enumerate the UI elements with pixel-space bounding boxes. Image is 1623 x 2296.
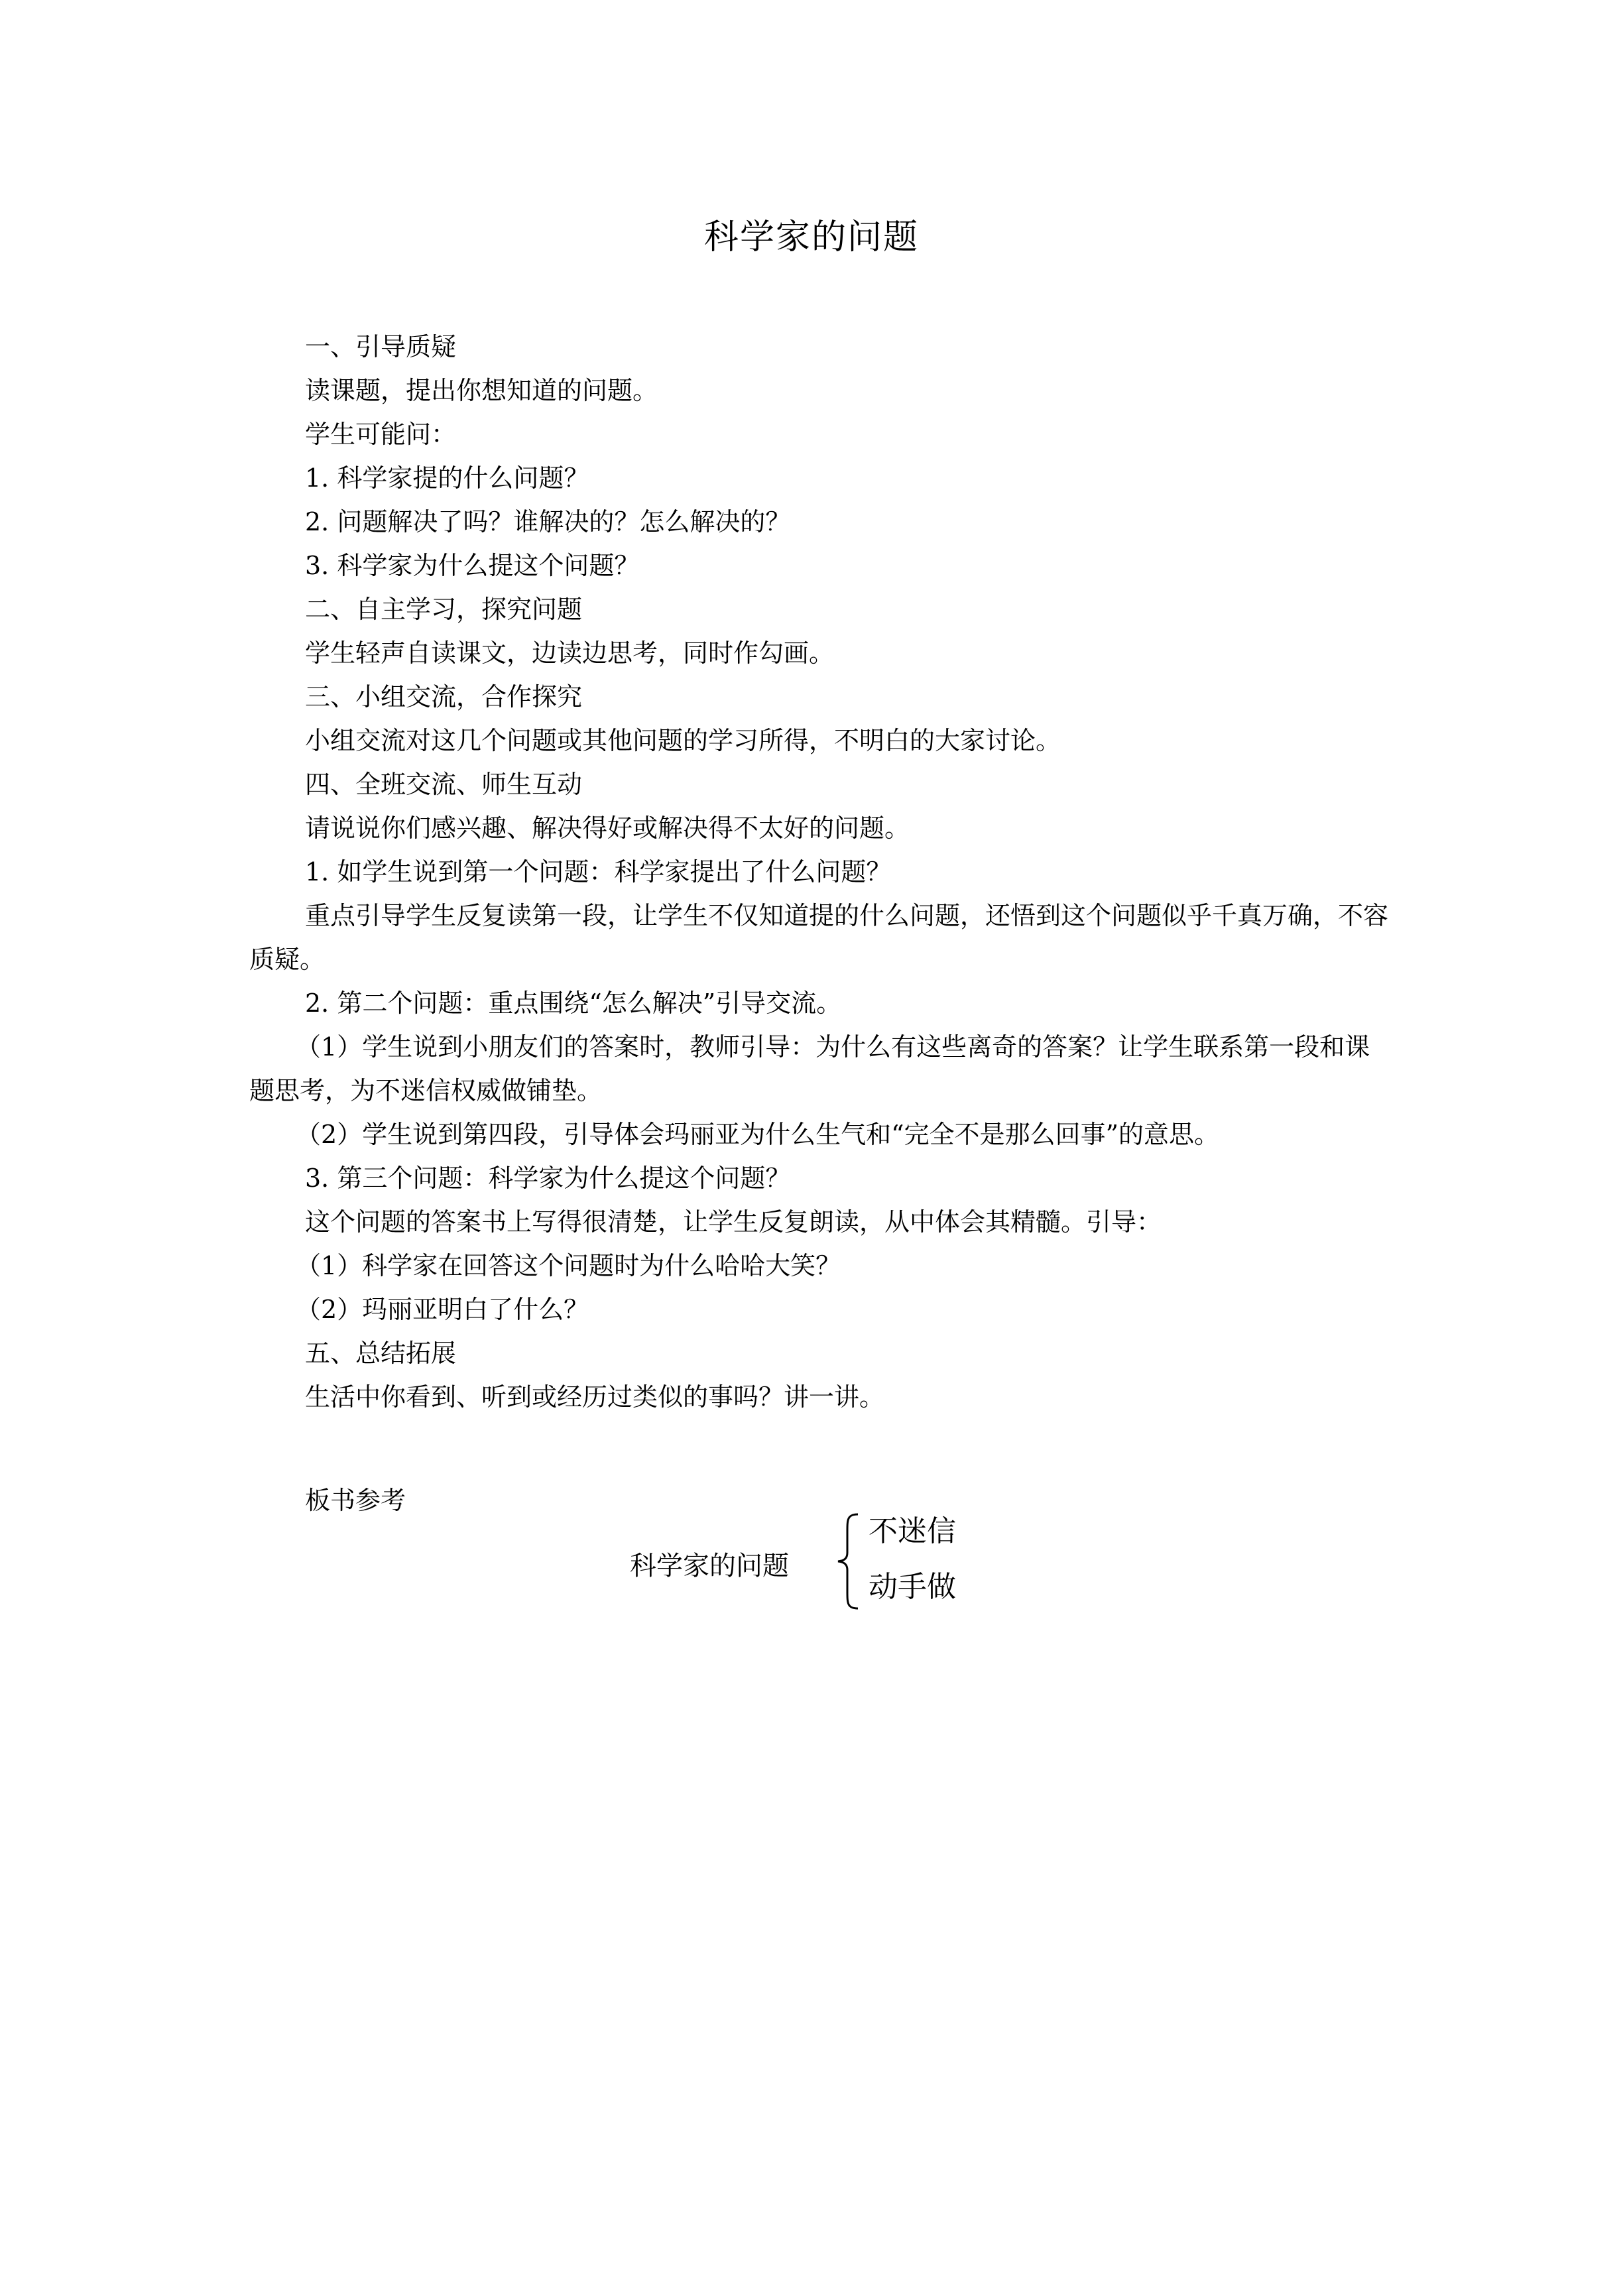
list-item: 3. 第三个问题：科学家为什么提这个问题？ bbox=[305, 1164, 791, 1193]
paragraph: 小组交流对这几个问题或其他问题的学习所得，不明白的大家讨论。 bbox=[305, 726, 1061, 755]
paragraph: 读课题，提出你想知道的问题。 bbox=[305, 376, 658, 405]
board-item-1: 不迷信 bbox=[869, 1514, 956, 1548]
list-item: 3. 科学家为什么提这个问题？ bbox=[305, 551, 640, 580]
spacer bbox=[249, 1419, 1390, 1463]
sub-item: （2）学生说到第四段，引导体会玛丽亚为什么生气和“完全不是那么回事”的意思。 bbox=[296, 1120, 1220, 1149]
curly-brace-icon bbox=[835, 1512, 862, 1611]
board-note: 板书参考 bbox=[305, 1486, 406, 1515]
paragraph: 重点引导学生反复读第一段，让学生不仅知道提的什么问题，还悟到这个问题似乎千真万确，不容质疑。 bbox=[249, 901, 1389, 974]
section-heading-4: 四、全班交流、师生互动 bbox=[305, 770, 583, 799]
paragraph: 这个问题的答案书上写得很清楚，让学生反复朗读，从中体会其精髓。引导： bbox=[305, 1207, 1162, 1237]
list-item: 1. 科学家提的什么问题？ bbox=[305, 463, 589, 493]
blackboard-diagram bbox=[630, 1512, 1001, 1624]
sub-item: （1）科学家在回答这个问题时为什么哈哈大笑？ bbox=[296, 1251, 841, 1280]
section-heading-2: 二、自主学习，探究问题 bbox=[305, 595, 583, 624]
section-heading-1: 一、引导质疑 bbox=[305, 332, 457, 361]
section-heading-3: 三、小组交流，合作探究 bbox=[305, 682, 583, 711]
paragraph: 学生可能问： bbox=[305, 420, 457, 449]
paragraph: 生活中你看到、听到或经历过类似的事吗？讲一讲。 bbox=[305, 1382, 885, 1412]
lesson-body bbox=[249, 325, 1390, 1522]
sub-item: （1）学生说到小朋友们的答案时，教师引导：为什么有这些离奇的答案？让学生联系第一段和课题思考，为不迷信权威做铺垫。 bbox=[249, 1032, 1370, 1105]
paragraph: 学生轻声自读课文，边读边思考，同时作勾画。 bbox=[305, 638, 835, 668]
sub-item: （2）玛丽亚明白了什么？ bbox=[296, 1295, 589, 1324]
list-item: 2. 第二个问题：重点围绕“怎么解决”引导交流。 bbox=[305, 989, 842, 1018]
paragraph: 请说说你们感兴趣、解决得好或解决得不太好的问题。 bbox=[305, 814, 910, 843]
list-item: 1. 如学生说到第一个问题：科学家提出了什么问题？ bbox=[305, 857, 892, 886]
board-item-2: 动手做 bbox=[869, 1570, 956, 1604]
board-main-label: 科学家的问题 bbox=[630, 1551, 789, 1581]
page-title: 科学家的问题 bbox=[703, 217, 919, 257]
section-heading-5: 五、总结拓展 bbox=[305, 1339, 457, 1368]
list-item: 2. 问题解决了吗？谁解决的？怎么解决的？ bbox=[305, 507, 791, 536]
